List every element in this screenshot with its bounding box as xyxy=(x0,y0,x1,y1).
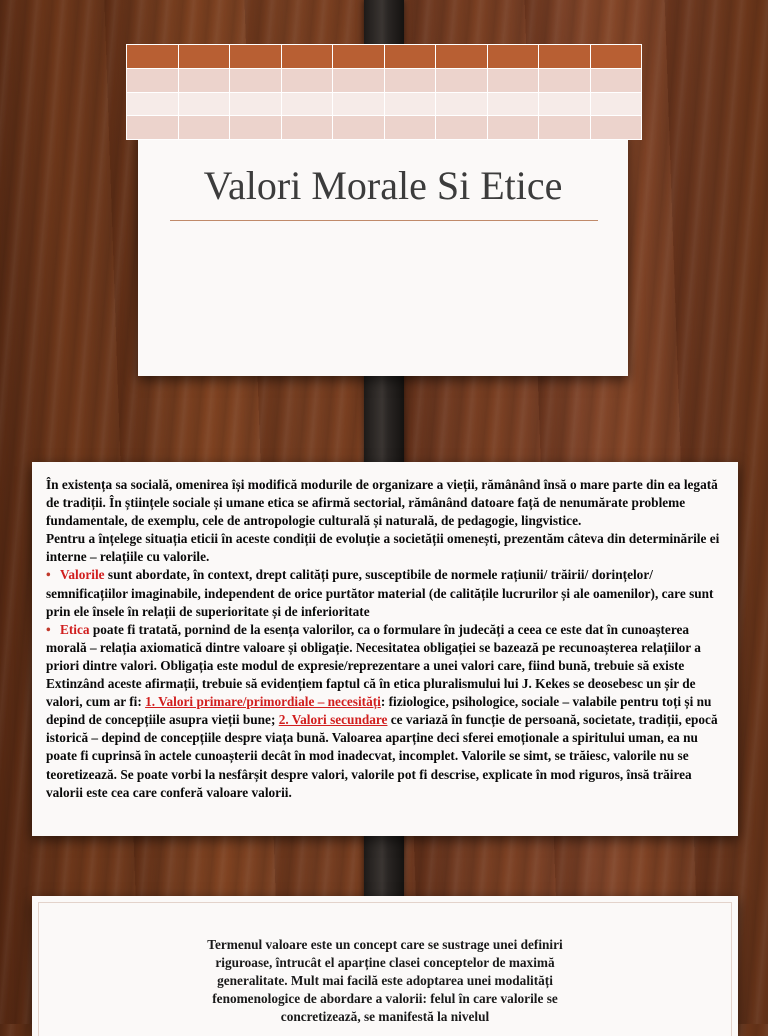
title-slide xyxy=(138,128,628,376)
slide-title: Valori Morale Si Etice xyxy=(203,163,563,208)
table-cell xyxy=(230,116,282,140)
table-cell xyxy=(127,68,179,92)
table-cell xyxy=(281,92,333,116)
table-cell xyxy=(436,68,488,92)
table-cell xyxy=(384,68,436,92)
content-slide xyxy=(32,462,738,836)
table-cell xyxy=(436,116,488,140)
table-cell xyxy=(230,92,282,116)
definition-slide xyxy=(32,896,738,1036)
table-cell xyxy=(590,116,642,140)
table-cell xyxy=(333,92,385,116)
text-segment: : fiziologice, psihologice, sociale – valabile pentru toți și nu depind de concepțiile asupra vieții bune; xyxy=(46,694,712,728)
title-underline xyxy=(170,220,598,221)
table-row-header xyxy=(127,45,642,69)
table-cell xyxy=(333,68,385,92)
table-cell xyxy=(281,45,333,69)
table-cell xyxy=(178,92,230,116)
paragraph-kekes xyxy=(46,675,730,802)
table-cell xyxy=(333,116,385,140)
table-row xyxy=(127,92,642,116)
table-cell xyxy=(487,68,539,92)
paragraph-intro: În existența sa socială, omenirea își modifică modurile de organizare a vieții, rămânând însă o mare parte din ea legată de tradiții. În științele sociale și umane etica se afirmă sectorial, rămânând datoare față de nenumărate probleme fundamentale, de exemplu, cele de antropologie culturală și naturală, de pedagogie, lingvistice. xyxy=(46,477,718,529)
table-cell xyxy=(539,92,591,116)
table-cell xyxy=(487,92,539,116)
keyword-valorile: Valorile xyxy=(60,567,105,583)
table-cell xyxy=(333,45,385,69)
keyword-etica: Etica xyxy=(60,621,90,637)
bullet-valorile xyxy=(46,566,730,620)
top-strap xyxy=(364,0,404,46)
table-cell xyxy=(127,116,179,140)
table-row xyxy=(127,68,642,92)
table-cell xyxy=(436,45,488,69)
table-cell xyxy=(539,116,591,140)
table-cell xyxy=(178,116,230,140)
bullet-etica xyxy=(46,621,730,675)
table-cell xyxy=(384,45,436,69)
table-cell xyxy=(230,45,282,69)
table-cell xyxy=(590,45,642,69)
text-segment: Extinzând aceste afirmații, trebuie să evidențiem faptul că în etica pluralismului lui J. Kekes se deosebesc un șir de valori, cum ar fi: xyxy=(46,676,696,710)
table-cell xyxy=(281,116,333,140)
table-cell xyxy=(384,116,436,140)
bullet-text: poate fi tratată, pornind de la esența valorilor, ca o formulare în judecăți a ceea ce este dat în cunoașterea morală – relația axiomatică dintre valoare și obligație. Necesitatea obligației se bazează pe recunoașterea relațiilor a priori dintre valori. Obligația este modul de expresie/reprezentare a unei valori care, fiind bună, trebuie să existe xyxy=(46,621,701,673)
table-cell xyxy=(178,68,230,92)
definition-text: Termenul valoare este un concept care se sustrage unei definiri riguroase, întrucât el aparține clasei conceptelor de maximă generalitate. Mult mai facilă este adoptarea unei modalități fenomenologice de abordare a valorii: felul în care valorile se concretizează, se manifestă la nivelul xyxy=(207,937,563,1025)
bullet-icon: • xyxy=(46,567,51,583)
table-cell xyxy=(436,92,488,116)
paragraph-context: Pentru a înțelege situația eticii în aceste condiții de evoluție a societății omenești, prezentăm câteva din determinările ei interne – relațiile cu valorile. xyxy=(46,531,720,565)
text-segment: ce variază în funcție de persoană, societate, tradiții, epocă istorică – depind de concepțiile despre viața bună. Valoarea aparține deci sferei emoționale a spiritului uman, ea nu poate fi cuprinsă în actele cunoașterii decât în mod inadecvat, incomplet. Valorile se simt, se trăiesc, valorile nu se teoretizează. Se poate vorbi la nesfârșit despre valori, valorile pot fi descrise, explicate în mod riguros, însă trăirea valorii este cea care conferă valoare valorii. xyxy=(46,712,718,800)
bullet-text: sunt abordate, în context, drept calități pure, susceptibile de normele rațiunii/ trăirii/ dorințelor/ semnificațiilor imaginabile, independent de orice purtător material (de calitățile lucrurilor și ale oamenilor), care sunt prin ele însele în relații de superioritate și de inferioritate xyxy=(46,567,714,619)
link-valori-secundare[interactable]: 2. Valori secundare xyxy=(278,712,388,728)
link-valori-primare[interactable]: 1. Valori primare/primordiale – necesități xyxy=(145,694,381,710)
table-cell xyxy=(281,68,333,92)
table-cell xyxy=(539,68,591,92)
table-cell xyxy=(230,68,282,92)
table-cell xyxy=(178,45,230,69)
table-cell xyxy=(487,116,539,140)
content-body xyxy=(46,476,730,802)
table-cell xyxy=(127,45,179,69)
table-row xyxy=(127,116,642,140)
table-cell xyxy=(590,68,642,92)
decorative-table xyxy=(126,44,642,140)
bullet-icon: • xyxy=(46,621,51,637)
table-cell xyxy=(127,92,179,116)
table-cell xyxy=(487,45,539,69)
table-cell xyxy=(539,45,591,69)
table-cell xyxy=(384,92,436,116)
table-cell xyxy=(590,92,642,116)
